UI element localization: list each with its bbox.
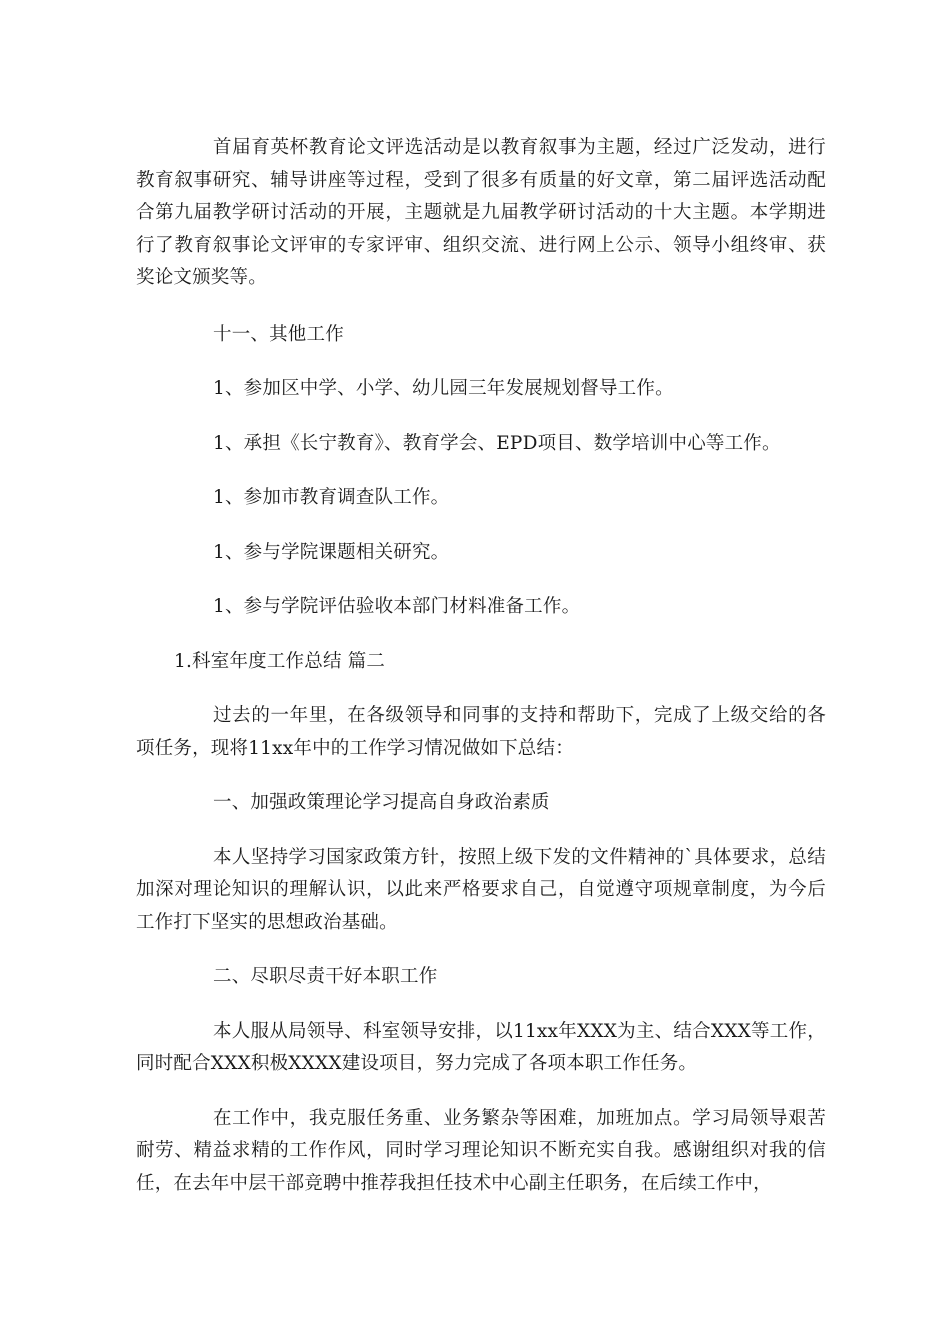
paragraph-work-attitude: 在工作中，我克服任务重、业务繁杂等困难，加班加点。学习局领导艰苦耐劳、精益求精的工作作风，同时学习理论知识不断充实自我。感谢组织对我的信任，在去年中层干部竞聘中推荐我担任技术中心副主任职务，在后续工作中， — [136, 1107, 826, 1194]
paragraph-essay-contest: 首届育英杯教育论文评选活动是以教育叙事为主题，经过广泛发动，进行教育叙事研究、辅导讲座等过程，受到了很多有质量的好文章，第二届评选活动配合第九届教学研讨活动的开展，主题就是九届教学研讨活动的十大主题。本学期进行了教育叙事论文评审的专家评审、组织交流、进行网上公示、领导小组终审、获奖论文颁奖等。 — [136, 137, 826, 288]
section-heading-duties: 二、尽职尽责干好本职工作 — [213, 966, 438, 987]
section-heading-policy-study: 一、加强政策理论学习提高自身政治素质 — [213, 792, 550, 813]
document-page — [136, 132, 826, 1200]
article-heading: 1.科室年度工作总结 篇二 — [174, 650, 386, 672]
paragraph-intro: 过去的一年里，在各级领导和同事的支持和帮助下，完成了上级交给的各项任务，现将11xx年中的工作学习情况做如下总结： — [136, 705, 826, 759]
list-item: 1、参加区中学、小学、幼儿园三年发展规划督导工作。 — [213, 378, 674, 399]
section-heading-other-work: 十一、其他工作 — [213, 323, 344, 345]
list-item: 1、参与学院课题相关研究。 — [213, 541, 450, 563]
list-item: 1、参加市教育调查队工作。 — [213, 487, 450, 508]
paragraph-policy-study: 本人坚持学习国家政策方针，按照上级下发的文件精神的`具体要求，总结加深对理论知识的理解认识，以此来严格要求自己，自觉遵守项规章制度，为今后工作打下坚实的思想政治基础。 — [136, 846, 826, 933]
list-item: 1、承担《长宁教育》、教育学会、EPD项目、数学培训中心等工作。 — [213, 432, 781, 454]
list-item: 1、参与学院评估验收本部门材料准备工作。 — [213, 596, 581, 617]
paragraph-duties: 本人服从局领导、科室领导安排，以11xx年XXX为主、结合XXX等工作，同时配合XXX积极XXXX建设项目，努力完成了各项本职工作任务。 — [136, 1020, 826, 1074]
